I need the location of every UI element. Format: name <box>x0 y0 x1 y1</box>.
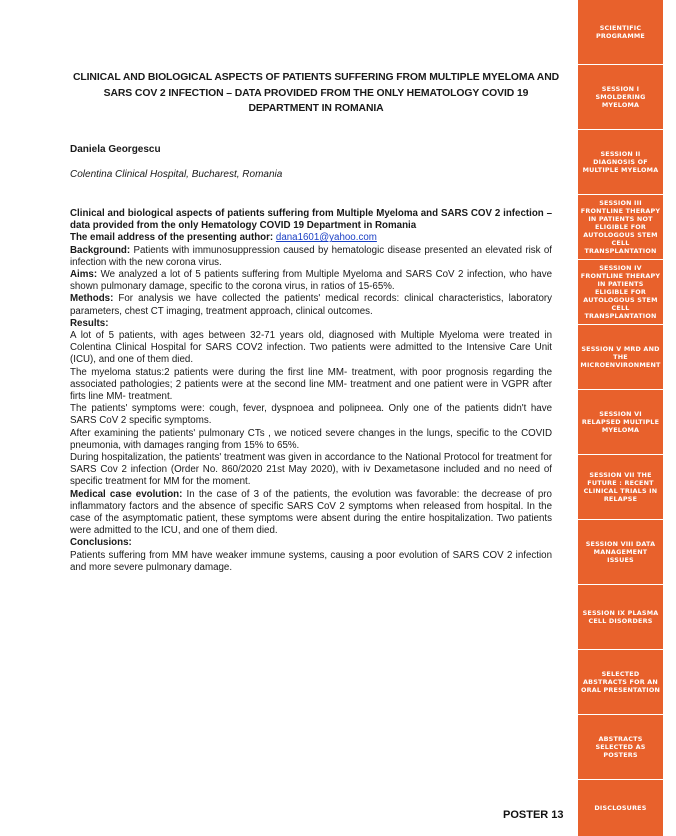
methods-label: Methods: <box>70 293 114 305</box>
nav-scientific-programme[interactable] <box>578 0 663 64</box>
email-link[interactable]: dana1601@yahoo.com <box>275 232 377 244</box>
conclusions-label: Conclusions: <box>70 537 132 549</box>
nav-session-i[interactable] <box>578 65 663 129</box>
nav-oral-abstracts[interactable] <box>578 650 663 714</box>
nav-poster-abstracts[interactable] <box>578 715 663 779</box>
email-line: The email address of the presenting author: dana1601@yahoo.com <box>70 232 377 244</box>
nav-label: DISCLOSURES <box>594 804 647 812</box>
methods-paragraph <box>70 293 552 317</box>
email-label: The email address of the presenting author <box>70 232 270 244</box>
aims-label: Aims: <box>70 269 98 281</box>
section-navigation <box>578 0 663 836</box>
aims-text: We analyzed a lot of 5 patients suffering from Multiple Myeloma and SARS CoV 2 infection, who have shown pulmonary damage, specific to the corona virus, in ratios of 15-65%. <box>70 269 552 293</box>
abstract-heading: Clinical and biological aspects of patients suffering from Multiple Myeloma and SARS COV 2 infection – data provided from the only Hematology COVID 19 Department in Romania <box>70 208 552 232</box>
nav-session-ix[interactable] <box>578 585 663 649</box>
results-paragraph: After examining the patients' pulmonary CTs , we noticed severe changes in the lungs, specific to the COVID pneumonia, with damages ranging from 15% to 65%. <box>70 427 552 451</box>
aims-paragraph <box>70 269 552 293</box>
nav-label: SESSION V MRD AND THE MICROENVIRONMENT <box>580 345 661 369</box>
results-paragraph: A lot of 5 patients, with ages between 32-71 years old, diagnosed with Multiple Myeloma were treated in Colentina Clinical Hospital for SARS COV2 infection. Two patients were admitted to the Intensive Care Unit (ICU), and one of them died. <box>70 330 552 366</box>
nav-session-iii[interactable] <box>578 195 663 259</box>
nav-label: ABSTRACTS SELECTED AS POSTERS <box>595 735 646 759</box>
results-paragraph: The myeloma status:2 patients were during the first line MM- treatment, with poor prognosis regarding the associated pathologies; 2 patients were at the second line MM- treatment and one patient were in VGPR after firts line MM- treatment. <box>70 366 552 403</box>
nav-label: SESSION VIII DATA MANAGEMENT ISSUES <box>585 540 656 564</box>
nav-session-vi[interactable] <box>578 390 663 454</box>
evolution-paragraph <box>70 489 552 538</box>
nav-label: SESSION IX PLASMA CELL DISORDERS <box>582 609 659 625</box>
evolution-text: In the case of 3 of the patients, the evolution was favorable: the decrease of pro inflammatory factors and the absence of specific SARS CoV 2 symptoms when released from hospital. In the case of the asymptomatic patient, these symptoms were absent during the entire hospitalization. Two patients were admitted to the ICU, and one of them died. <box>70 488 552 537</box>
results-label: Results: <box>70 317 109 329</box>
methods-text: For analysis we have collected the patients' medical records: clinical characteristics, laboratory parameters, chest CT imaging, treatment approach, clinical outcomes. <box>70 293 552 317</box>
results-paragraph: The patients' symptoms were: cough, fever, dyspnoea and polipneea. Only one of the patients didn't have SARS CoV 2 specific symptoms. <box>70 403 552 427</box>
background-label: Background: <box>70 244 131 256</box>
results-paragraph: During hospitalization, the patients' treatment was given in accordance to the National Protocol for treatment for SARS Cov 2 infection (Order No. 860/2020 21st May 2020), with iv Dexametasone included and no need of specific treatment for MM for the moment. <box>70 452 552 488</box>
nav-label: SESSION II DIAGNOSIS OF MULTIPLE MYELOMA <box>582 150 659 174</box>
author-name: Daniela Georgescu <box>70 144 161 155</box>
nav-label: SCIENTIFIC PROGRAMME <box>595 24 646 40</box>
nav-session-v[interactable] <box>578 325 663 389</box>
nav-session-viii[interactable] <box>578 520 663 584</box>
conclusions-text: Patients suffering from MM have weaker immune systems, causing a poor evolution of SARS COV 2 infection and more severe pulmonary damage. <box>70 549 552 573</box>
background-text: Patients with immunosuppression caused by hematologic disease presented an elevated risk of infection with the new corona virus. <box>70 244 552 268</box>
nav-label: SESSION III FRONTLINE THERAPY IN PATIENTS NOT ELIGIBLE FOR AUTOLOGOUS STEM CELL TRANSPLANTATION <box>580 199 661 255</box>
poster-number: POSTER 13 <box>503 809 564 821</box>
author-affiliation: Colentina Clinical Hospital, Bucharest, Romania <box>70 169 283 180</box>
abstract-body <box>70 208 552 574</box>
background-paragraph <box>70 245 552 269</box>
nav-label: SESSION VI RELAPSED MULTIPLE MYELOMA <box>581 410 660 434</box>
evolution-label: Medical case evolution: <box>70 488 183 500</box>
nav-label: SESSION VII THE FUTURE : RECENT CLINICAL TRIALS IN RELAPSE <box>583 471 658 503</box>
nav-session-iv[interactable] <box>578 260 663 324</box>
page-title: CLINICAL AND BIOLOGICAL ASPECTS OF PATIENTS SUFFERING FROM MULTIPLE MYELOMA AND SARS COV 2 INFECTION – DATA PROVIDED FROM THE ONLY HEMATOLOGY COVID 19 DEPARTMENT IN ROMANIA <box>72 72 560 114</box>
nav-disclosures[interactable] <box>578 780 663 836</box>
nav-label: SESSION I SMOLDERING MYELOMA <box>595 85 646 109</box>
nav-session-vii[interactable] <box>578 455 663 519</box>
nav-label: SESSION IV FRONTLINE THERAPY IN PATIENTS ELIGIBLE FOR AUTOLOGOUS STEM CELL TRANSPLANTATION <box>580 264 661 320</box>
nav-label: SELECTED ABSTRACTS FOR AN ORAL PRESENTATION <box>580 670 661 694</box>
nav-session-ii[interactable] <box>578 130 663 194</box>
